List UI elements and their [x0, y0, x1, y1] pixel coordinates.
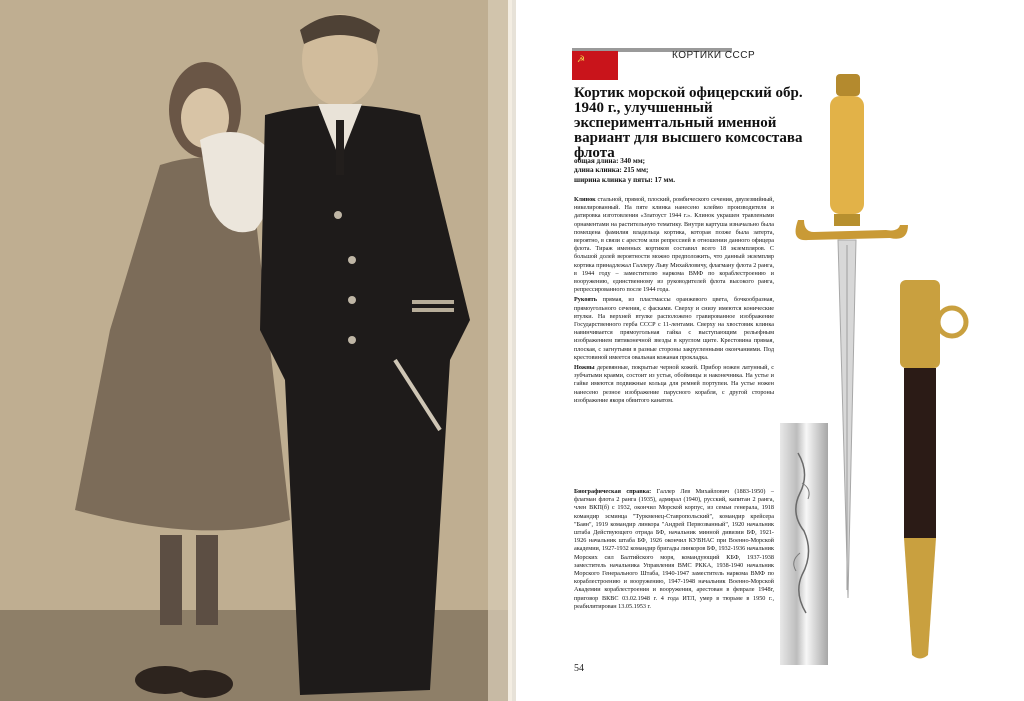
- spec-blade-length: длина клинка: 215 мм;: [574, 166, 649, 175]
- specs-list: [574, 157, 794, 185]
- scabbard-leather: [904, 368, 936, 538]
- scabbard: [900, 280, 966, 659]
- paragraph-text: деревянные, покрытые черной кожей. Прибор ножен латунный, с зубчатыми краями, состоит из устья, обоймицы и наконечника. На устье и гайке имеются подвижные кольца для ремней портупеи. На устье ножен нанесено резное изображение парусного корабля, с другой стороны изображение якоря обвитого канатом.: [574, 364, 774, 404]
- paragraph-handle: [574, 296, 774, 362]
- hammer-sickle-icon: ☭: [577, 55, 586, 65]
- ussr-flag-icon: [572, 51, 618, 80]
- vintage-couple-photo: [0, 0, 508, 701]
- scabbard-throat: [900, 280, 940, 368]
- biography-note: [574, 488, 774, 611]
- bio-lead: Биографическая справка:: [574, 488, 652, 495]
- paragraph-scabbard: [574, 364, 774, 405]
- dagger-grip: [830, 96, 864, 214]
- section-label: КОРТИКИ СССР: [672, 50, 756, 61]
- paragraph-lead: Клинок: [574, 196, 596, 203]
- blade-etching-detail: [780, 423, 828, 665]
- spec-blade-width: ширина клинка у пяты: 17 мм.: [574, 175, 676, 184]
- paragraph-text: прямая, из пластмассы оранжевого цвета, бочкообразная, прямоугольного сечения, с фасками. Сверху и снизу имеются конические втулки. На верхней втулке расположено гравированное изображение Государственного герба СССР с 11-лентами. Сверху на хвостовик клинка навинчивается прямоугольная гайка с выступающим рельефным изображением пятиконечной звезды в круглом щите. Крестовина прямая, плоская, с загнутыми в разные стороны закругленными окончаниями. Под крестовиной имеется овальная кожаная прокладка.: [574, 296, 774, 361]
- paragraph-text: стальной, прямой, плоский, ромбического сечения, двулезвийный, никелированный. На пяте клинка нанесено клеймо производителя и датировка изготовления «Златоуст 1944 г.». Клинок украшен травлеными орнаментами на растительную тематику. Внутри картуша изначально была помещена фамилия владельца кортика, которая позже была затерта, вероятно, в связи с арестом или репрессией в отношении данного офицера флота. Тираж именных кортиков составил всего 18 экземпляров. С большой долей вероятности можно предположить, что данный экземпляр кортика принадлежал Галлеру Льву Михайловичу, флагману флота 2 ранга, в 1944 году – заместителю наркома ВМФ по кораблестроению и вооружению, единственному из руководителей флота высокого ранга, репрессированного после 1944 года.: [574, 196, 774, 294]
- article-body: [574, 196, 774, 407]
- scabbard-tip: [904, 538, 936, 659]
- paragraph-lead: Рукоять: [574, 296, 597, 304]
- spec-total-length: общая длина: 340 мм;: [574, 157, 646, 165]
- paragraph-lead: Ножны: [574, 364, 595, 372]
- article-title: Кортик морской офицерский обр. 1940 г., улучшенный экспериментальный именной вариант для высшего комсостава флота: [574, 85, 803, 161]
- paragraph-blade: [574, 196, 774, 294]
- bio-text: Галлер Лев Михайлович (1883-1950) – флагман флота 2 ранга (1935), адмирал (1940), русский, капитан 2 ранга, член ВКП(б) с 1932, окончил Морской корпус, из семьи генерала, 1918 командир эсминца "Туркменец-Ставропольский", командир крейсера "Баян", 1919 командир линкора "Андрей Первозванный", 1920 начальник штаба Действующего отряда БФ, начальник минной дивизии БФ, 1921-1926 начальник штаба БФ, 1926 окончил КУВНАС при Военно-Морской академии, 1927-1932 командир бригады линкоров БФ, 1932-1936 начальник Морских сил Балтийского моря, командующий КБФ, 1937-1938 заместитель начальника Управления ВМС РККА, 1938-1940 начальник Морского Генерального Штаба, 1940-1947 заместитель наркома ВМФ по кораблестроению и вооружению, 1947-1948 начальник Военно-Морской Академии кораблестроения и вооружения, арестован в феврале 1948г, приговор ВКВС 03.02.1948 г. 4 года ИТЛ, умер в тюрьме в 1950 г., реабилитирован 13.05.1953 г.: [574, 488, 774, 610]
- scabbard-ring: [938, 308, 966, 336]
- page-number: 54: [574, 663, 584, 674]
- photo-illustration: [0, 0, 508, 701]
- dagger-pommel: [836, 74, 860, 96]
- etching-pattern: [780, 423, 828, 665]
